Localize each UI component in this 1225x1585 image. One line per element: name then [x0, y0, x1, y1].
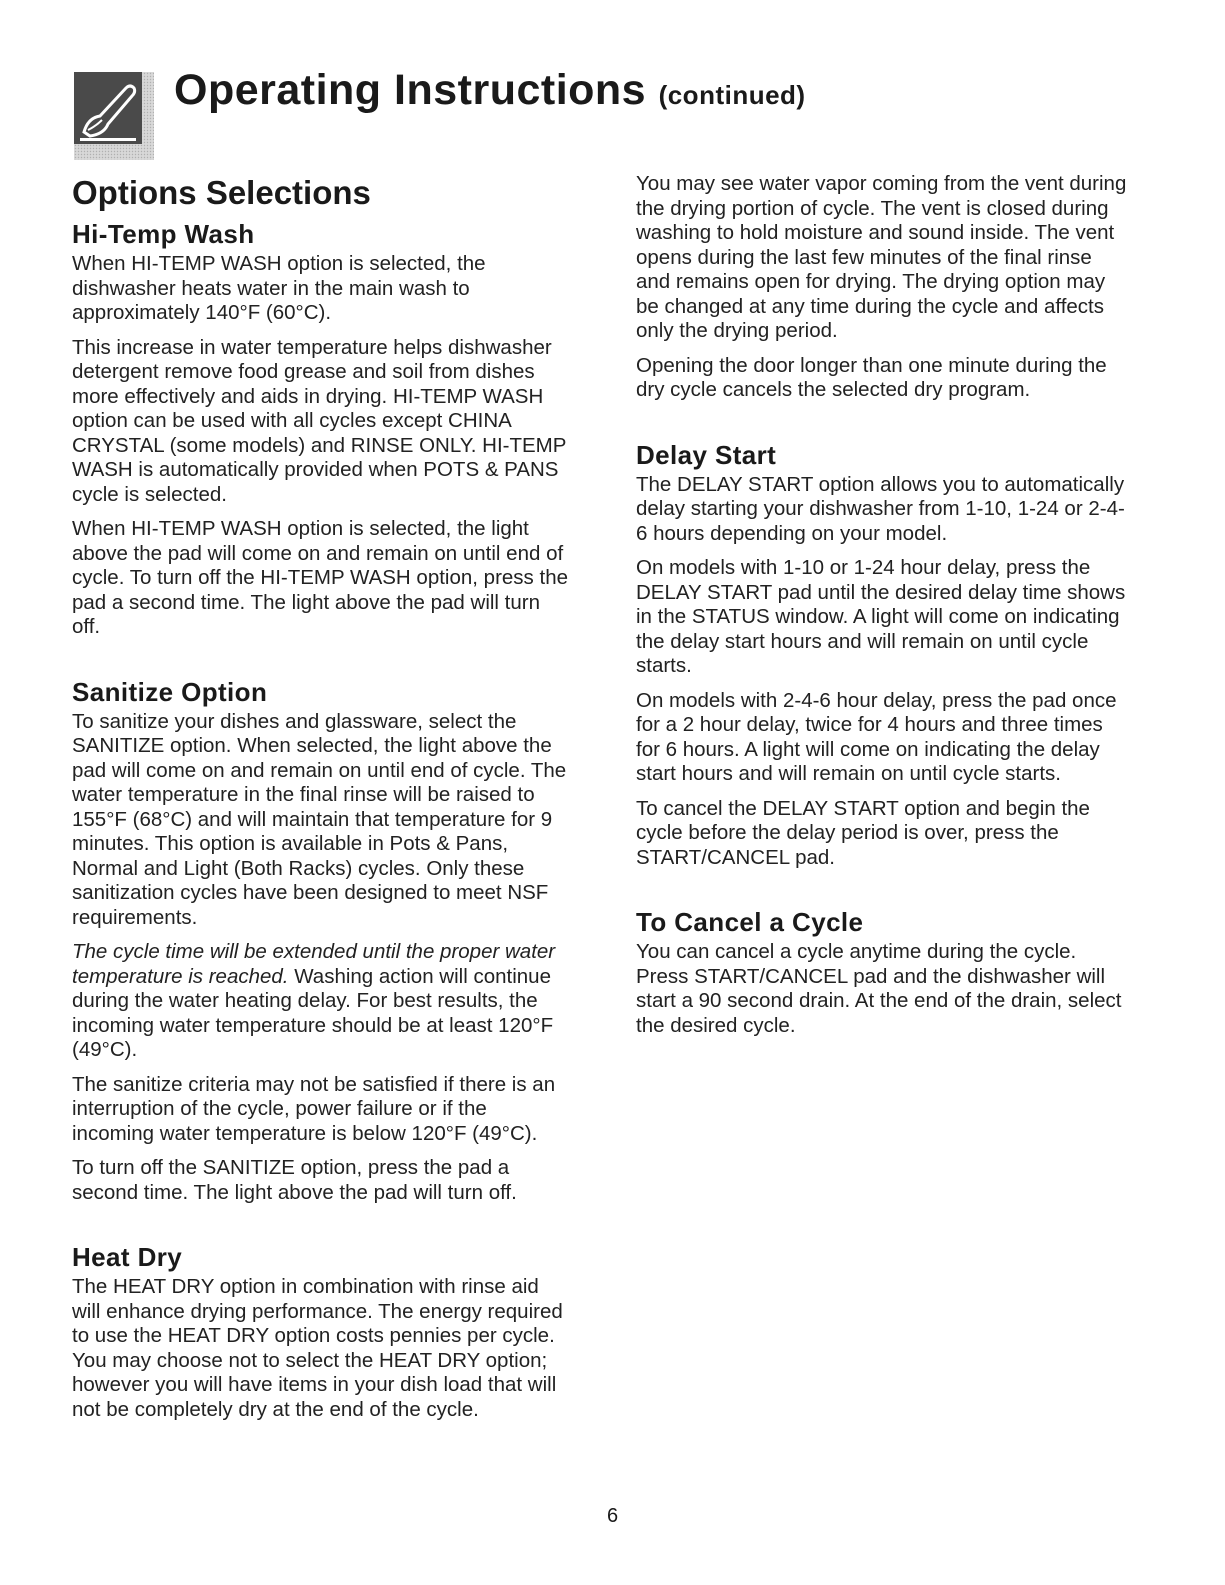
- vapor-paragraph-1: You may see water vapor coming from the vent during the drying portion of cycle. The vent is closed during washing to hold moisture and sound inside. The vent opens during the last few minutes of the final rinse and remains open for drying. The drying option may be changed at any time during the cycle and affects only the drying period.: [636, 172, 1127, 342]
- heat-dry-paragraph-1: The HEAT DRY option in combination with rinse aid will enhance drying performance. The energy required to use the HEAT DRY option costs pennies per cycle. You may choose not to select the HEAT DRY option; however you will have items in your dish load that will not be completely dry at the end of the cycle.: [72, 1275, 563, 1421]
- hi-temp-paragraph-2: This increase in water temperature helps dishwasher detergent remove food grease and soil from dishes more effectively and aids in drying. HI-TEMP WASH option can be used with all cycles except CHINA CRYSTAL (some models) and RINSE ONLY. HI-TEMP WASH is automatically provided when POTS & PANS cycle is selected.: [72, 335, 567, 506]
- heading-heat-dry: Heat Dry: [72, 1242, 183, 1272]
- vapor-paragraph-2: Opening the door longer than one minute during the dry cycle cancels the selected dry program.: [636, 353, 1107, 401]
- delay-paragraph-4: To cancel the DELAY START option and begin the cycle before the delay period is over, press the START/CANCEL pad.: [636, 796, 1090, 869]
- page-number: 6: [606, 1505, 619, 1527]
- page-header: [74, 60, 1174, 160]
- heading-delay-start: Delay Start: [636, 439, 777, 470]
- sanitize-paragraph-1: To sanitize your dishes and glassware, select the SANITIZE option. When selected, the light above the pad will come on and remain on until end of cycle. The water temperature in the final rinse will be raised to 155°F (68°C) and will maintain that temperature for 9 minutes. This option is available in Pots & Pans, Normal and Light (Both Racks) cycles. Only these sanitization cycles have been designed to meet NSF requirements.: [72, 709, 567, 929]
- section-title-options: Options Selections: [72, 174, 371, 211]
- hi-temp-paragraph-1: When HI-TEMP WASH option is selected, the dishwasher heats water in the main wash to approximately 140°F (60°C).: [72, 252, 486, 324]
- hi-temp-paragraph-3: When HI-TEMP WASH option is selected, the light above the pad will come on and remain on until end of cycle. To turn off the HI-TEMP WASH option, press the pad a second time. The light above the pad will turn off.: [72, 517, 569, 638]
- operating-logo-icon: [74, 72, 154, 160]
- delay-paragraph-3: On models with 2-4-6 hour delay, press the pad once for a 2 hour delay, twice for 4 hours and three times for 6 hours. A light will come on indicating the delay start hours and will remain on until cycle starts.: [636, 688, 1117, 785]
- left-column: [72, 172, 572, 1432]
- page-title-continued: (continued): [658, 80, 806, 110]
- heading-hi-temp-wash: Hi-Temp Wash: [72, 219, 255, 249]
- sanitize-paragraph-3: The sanitize criteria may not be satisfied if there is an interruption of the cycle, power failure or if the incoming water temperature is below 120°F (49°C).: [72, 1072, 556, 1145]
- sanitize-paragraph-2-rest: Washing action will continue during the water heating delay. For best results, the incoming water temperature should be at least 120°F (49°C).: [72, 964, 554, 1061]
- right-column: [636, 172, 1131, 1048]
- heading-sanitize-option: Sanitize Option: [72, 676, 268, 707]
- page-title: [174, 66, 806, 115]
- heading-to-cancel-a-cycle: To Cancel a Cycle: [636, 907, 864, 937]
- delay-paragraph-1: The DELAY START option allows you to automatically delay starting your dishwasher from 1-10, 1-24 or 2-4-6 hours depending on your model.: [636, 472, 1125, 545]
- page-title-text: Operating Instructions: [174, 66, 647, 114]
- delay-paragraph-2: On models with 1-10 or 1-24 hour delay, press the DELAY START pad until the desired delay time shows in the STATUS window. A light will come on indicating the delay start hours and will remain on until cycle starts.: [636, 556, 1126, 677]
- sanitize-italic-note: The cycle time will be extended until the proper water temperature is reached.: [72, 940, 556, 988]
- sanitize-paragraph-4: To turn off the SANITIZE option, press the pad a second time. The light above the pad will turn off.: [72, 1156, 517, 1204]
- sanitize-paragraph-2: [72, 940, 572, 1063]
- cancel-paragraph-1: You can cancel a cycle anytime during the cycle. Press START/CANCEL pad and the dishwasher will start a 90 second drain. At the end of the drain, select the desired cycle.: [636, 940, 1122, 1037]
